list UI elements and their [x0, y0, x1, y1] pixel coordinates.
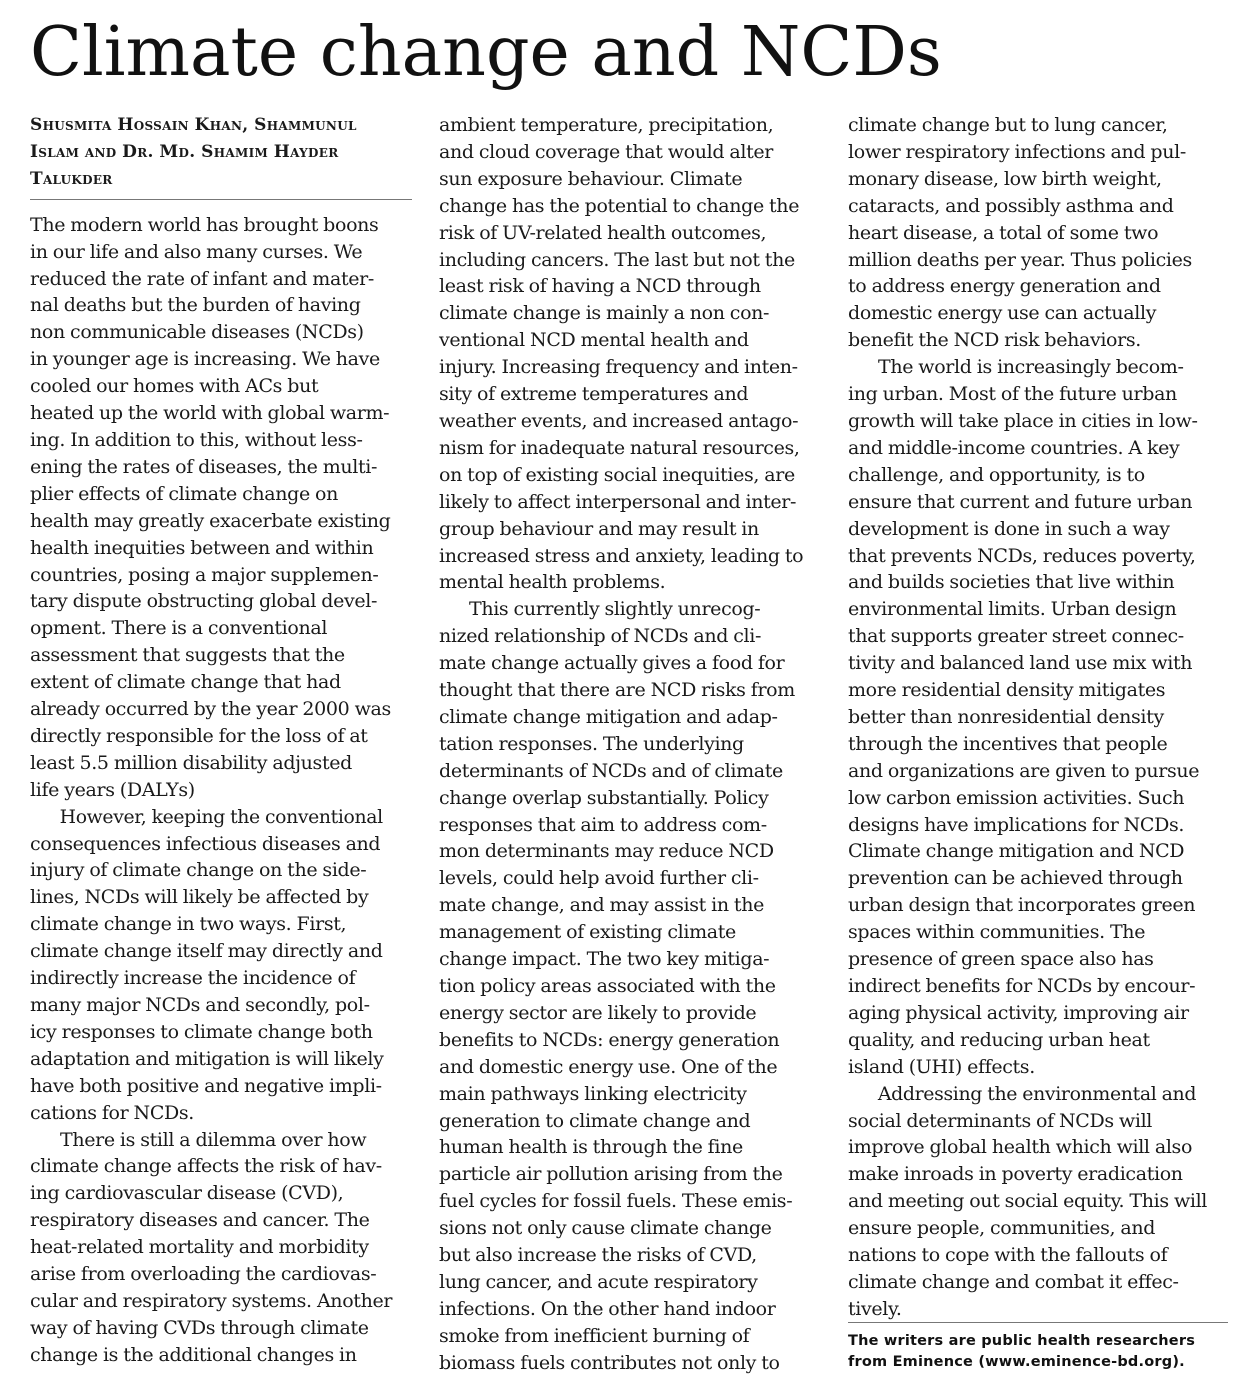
text-line: change overlap substantially. Policy: [439, 786, 769, 809]
text-line: nations to cope with the fallouts of: [848, 1244, 1168, 1267]
text-line: lower respiratory infections and pul-: [848, 140, 1186, 163]
text-line: monary disease, low birth weight,: [848, 167, 1162, 190]
text-line: group behaviour and may result in: [439, 517, 759, 540]
footer-divider: [848, 1322, 1228, 1323]
text-line: mate change, and may assist in the: [439, 894, 764, 917]
byline-line: Islam and Dr. Md. Shamim Hayder: [30, 141, 339, 162]
text-line: way of having CVDs through climate: [30, 1316, 369, 1339]
text-line: climate change mitigation and adap-: [439, 705, 778, 728]
text-line: The modern world has brought boons: [30, 213, 379, 236]
text-line: injury. Increasing frequency and inten-: [439, 356, 798, 379]
text-line: non communicable diseases (NCDs): [30, 321, 364, 344]
text-line: have both positive and negative impli-: [30, 1074, 382, 1097]
text-line: low carbon emission activities. Such: [848, 786, 1185, 809]
text-line: and meeting out social equity. This will: [848, 1190, 1208, 1213]
text-line: lung cancer, and acute respiratory: [439, 1270, 758, 1293]
text-line: many major NCDs and secondly, pol-: [30, 994, 370, 1016]
text-line: ening the rates of diseases, the multi-: [30, 455, 378, 478]
column-3-text: [848, 112, 1228, 1323]
text-line: including cancers. The last but not the: [439, 248, 795, 271]
text-line: environmental limits. Urban design: [848, 598, 1177, 621]
text-line: ensure people, communities, and: [848, 1217, 1156, 1240]
text-line: sun exposure behaviour. Climate: [439, 167, 743, 190]
text-line: thought that there are NCD risks from: [439, 679, 795, 702]
text-line: already occurred by the year 2000 was: [30, 698, 391, 721]
text-line: energy sector are likely to provide: [439, 1001, 757, 1024]
text-line: determinants of NCDs and of climate: [439, 759, 783, 782]
text-line: health inequities between and within: [30, 536, 374, 559]
text-line: on top of existing social inequities, are: [439, 463, 795, 486]
text-line: tion policy areas associated with the: [439, 975, 776, 997]
text-line: least risk of having a NCD through: [439, 275, 761, 298]
text-line: ensure that current and future urban: [848, 490, 1193, 513]
text-line: nized relationship of NCDs and cli-: [439, 625, 762, 648]
text-line: mental health problems.: [439, 571, 666, 594]
text-line: but also increase the risks of CVD,: [439, 1244, 757, 1267]
text-line: in our life and also many curses. We: [30, 240, 363, 263]
text-line: infections. On the other hand indoor: [439, 1297, 776, 1320]
text-line: change has the potential to change the: [439, 194, 800, 217]
text-line: heat-related mortality and morbidity: [30, 1236, 369, 1259]
text-line: climate change but to lung cancer,: [848, 114, 1168, 136]
text-line: reduced the rate of infant and mater-: [30, 267, 374, 290]
text-line: arise from overloading the cardiovas-: [30, 1263, 377, 1286]
text-line: opment. There is a conventional: [30, 617, 328, 640]
column-1-text: [30, 212, 415, 1369]
text-line: cataracts, and possibly asthma and: [848, 194, 1174, 217]
text-line: mon determinants may reduce NCD: [439, 840, 774, 863]
byline-line: Shusmita Hossain Khan, Shammunul: [30, 115, 357, 135]
text-line: responses that aim to address com-: [439, 813, 767, 836]
text-line: Climate change mitigation and NCD: [848, 840, 1185, 863]
text-line: sions not only cause climate change: [439, 1217, 772, 1240]
text-line: health may greatly exacerbate existing: [30, 509, 391, 532]
text-line: development is done in such a way: [848, 517, 1170, 540]
text-line: and domestic energy use. One of the: [439, 1055, 778, 1078]
text-line: extent of climate change that had: [30, 671, 341, 694]
author-note-line: The writers are public health researchers: [848, 1333, 1196, 1349]
text-line: particle air pollution arising from the: [439, 1163, 783, 1186]
text-line: improve global health which will also: [848, 1136, 1193, 1159]
text-line: cooled our homes with ACs but: [30, 375, 319, 398]
text-line: countries, posing a major supplemen-: [30, 563, 379, 586]
text-line: smoke from inefficient burning of: [439, 1324, 750, 1347]
author-note-line: from Eminence (www.eminence-bd.org).: [848, 1354, 1185, 1370]
text-line: benefit the NCD risk behaviors.: [848, 329, 1141, 352]
text-line: sity of extreme temperatures and: [439, 383, 749, 406]
text-line: levels, could help avoid further cli-: [439, 867, 759, 890]
author-note: [848, 1331, 1228, 1373]
text-line: island (UHI) effects.: [848, 1055, 1035, 1078]
text-line: ambient temperature, precipitation,: [439, 114, 774, 136]
text-line: life years (DALYs): [30, 778, 195, 801]
text-line: indirectly increase the incidence of: [30, 967, 356, 990]
text-line: However, keeping the conventional: [59, 805, 383, 828]
text-line: climate change is mainly a non con-: [439, 302, 770, 325]
text-line: climate change in two ways. First,: [30, 913, 347, 936]
text-line: cations for NCDs.: [30, 1101, 194, 1124]
text-line: indirect benefits for NCDs by encour-: [848, 975, 1196, 997]
text-line: directly responsible for the loss of at: [30, 724, 368, 747]
text-line: aging physical activity, improving air: [848, 1001, 1189, 1024]
text-line: spaces within communities. The: [848, 921, 1146, 944]
article-column-2: [439, 112, 824, 1377]
text-line: and cloud coverage that would alter: [439, 140, 773, 163]
text-line: change is the additional changes in: [30, 1343, 357, 1366]
text-line: and middle-income countries. A key: [848, 436, 1180, 459]
text-line: The world is increasingly becom-: [878, 356, 1184, 379]
text-line: injury of climate change on the side-: [30, 859, 367, 882]
text-line: prevention can be achieved through: [848, 867, 1183, 890]
text-line: nal deaths but the burden of having: [30, 294, 361, 317]
text-line: that supports greater street connec-: [848, 625, 1184, 648]
text-line: and builds societies that live within: [848, 571, 1175, 594]
text-line: presence of green space also has: [848, 948, 1154, 971]
text-line: ventional NCD mental health and: [439, 329, 749, 352]
text-line: risk of UV-related health outcomes,: [439, 221, 767, 244]
text-line: main pathways linking electricity: [439, 1082, 747, 1105]
text-line: ing cardiovascular disease (CVD),: [30, 1182, 344, 1205]
text-line: benefits to NCDs: energy generation: [439, 1028, 780, 1051]
text-line: that prevents NCDs, reduces poverty,: [848, 544, 1196, 567]
text-line: biomass fuels contributes not only to: [439, 1351, 780, 1374]
text-line: through the incentives that people: [848, 732, 1168, 755]
text-line: tively.: [848, 1297, 902, 1320]
text-line: climate change itself may directly and: [30, 940, 383, 963]
text-line: challenge, and opportunity, is to: [848, 463, 1145, 486]
text-line: adaptation and mitigation is will likely: [30, 1047, 384, 1070]
text-line: urban design that incorporates green: [848, 894, 1196, 917]
byline: [30, 112, 412, 200]
text-line: human health is through the fine: [439, 1136, 743, 1159]
text-line: Addressing the environmental and: [877, 1082, 1197, 1105]
text-line: fuel cycles for fossil fuels. These emis-: [439, 1190, 793, 1213]
text-line: tary dispute obstructing global devel-: [30, 590, 378, 613]
text-line: to address energy generation and: [848, 275, 1161, 298]
text-line: social determinants of NCDs will: [848, 1109, 1153, 1132]
text-line: This currently slightly unrecog-: [469, 598, 761, 621]
text-line: icy responses to climate change both: [30, 1020, 373, 1043]
text-line: respiratory diseases and cancer. The: [30, 1209, 370, 1232]
text-line: better than nonresidential density: [848, 705, 1164, 728]
text-line: and organizations are given to pursue: [848, 759, 1200, 782]
text-line: ing. In addition to this, without less-: [30, 428, 363, 451]
text-line: consequences infectious diseases and: [30, 832, 381, 855]
text-line: heated up the world with global warm-: [30, 402, 390, 425]
text-line: designs have implications for NCDs.: [848, 813, 1185, 836]
text-line: lines, NCDs will likely be affected by: [30, 886, 369, 909]
text-line: plier effects of climate change on: [30, 482, 339, 505]
text-line: growth will take place in cities in low-: [848, 409, 1198, 432]
article-column-3: [848, 112, 1228, 1323]
text-line: tation responses. The underlying: [439, 732, 744, 755]
text-line: increased stress and anxiety, leading to: [439, 544, 804, 567]
text-line: least 5.5 million disability adjusted: [30, 751, 352, 774]
text-line: climate change affects the risk of hav-: [30, 1155, 382, 1178]
headline: Climate change and NCDs: [30, 13, 942, 92]
text-line: make inroads in poverty eradication: [848, 1163, 1183, 1186]
text-line: mate change actually gives a food for: [439, 652, 785, 675]
text-line: likely to affect interpersonal and inter-: [439, 490, 797, 513]
text-line: There is still a dilemma over how: [60, 1128, 367, 1151]
text-line: million deaths per year. Thus policies: [848, 248, 1192, 271]
text-line: cular and respiratory systems. Another: [30, 1289, 393, 1312]
text-line: management of existing climate: [439, 921, 736, 944]
text-line: heart disease, a total of some two: [848, 221, 1159, 244]
text-line: tivity and balanced land use mix with: [848, 652, 1193, 675]
article-column-1: [30, 112, 415, 1369]
text-line: change impact. The two key mitiga-: [439, 948, 770, 971]
text-line: ing urban. Most of the future urban: [848, 383, 1177, 406]
text-line: assessment that suggests that the: [30, 644, 345, 667]
text-line: generation to climate change and: [439, 1109, 751, 1132]
text-line: quality, and reducing urban heat: [848, 1028, 1150, 1051]
text-line: climate change and combat it effec-: [848, 1270, 1179, 1293]
text-line: nism for inadequate natural resources,: [439, 436, 800, 459]
text-line: more residential density mitigates: [848, 679, 1166, 702]
text-line: weather events, and increased antago-: [439, 409, 799, 432]
byline-line: Talukder: [30, 168, 113, 189]
column-2-text: [439, 112, 824, 1377]
text-line: domestic energy use can actually: [848, 302, 1157, 325]
text-line: in younger age is increasing. We have: [30, 348, 380, 371]
